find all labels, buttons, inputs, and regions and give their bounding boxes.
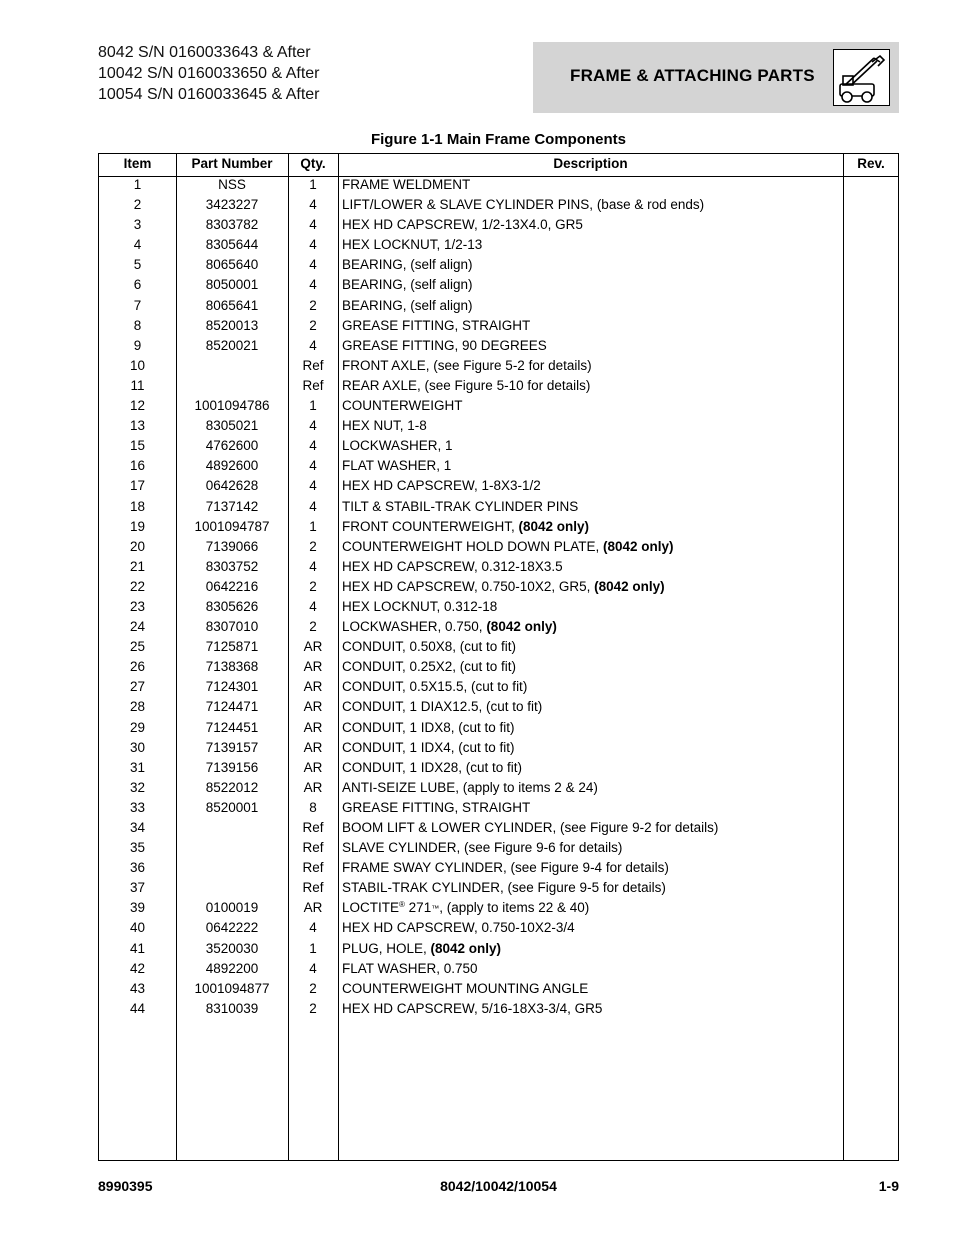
description-text: CONDUIT, 1 IDX8, (cut to fit) xyxy=(342,719,515,735)
quantity: AR xyxy=(303,639,323,655)
description xyxy=(338,298,847,313)
description-text: 271 xyxy=(404,900,432,916)
part-number: 8310039 xyxy=(205,1000,259,1016)
description-text: HEX LOCKNUT, 0.312-18 xyxy=(342,598,498,614)
description xyxy=(338,920,847,935)
description xyxy=(338,880,847,895)
quantity: 1 xyxy=(309,518,317,534)
description-text: COUNTERWEIGHT xyxy=(342,398,463,414)
part-number: 8520021 xyxy=(205,337,259,353)
item-number: 12 xyxy=(129,398,146,414)
description-text: HEX HD CAPSCREW, 0.312-18X3.5 xyxy=(342,558,563,574)
part-number: 8305644 xyxy=(205,237,259,253)
description xyxy=(338,981,847,996)
description xyxy=(338,840,847,855)
item-number: 34 xyxy=(129,820,146,835)
description-text: HEX HD CAPSCREW, 1/2-13X4.0, GR5 xyxy=(342,217,583,233)
table-row xyxy=(99,759,898,779)
description xyxy=(338,720,847,735)
table-row xyxy=(99,297,898,317)
description-text: FLAT WASHER, 1 xyxy=(342,458,452,474)
quantity: 4 xyxy=(309,598,317,614)
table-row xyxy=(99,879,898,899)
table-row xyxy=(99,357,898,377)
item-number: 3 xyxy=(133,217,142,233)
part-number: 1001094877 xyxy=(194,980,270,996)
serial-line-2: 10042 S/N 0160033650 & After xyxy=(98,65,320,82)
quantity: 1 xyxy=(309,177,317,192)
model-note: (8042 only) xyxy=(594,578,665,594)
description xyxy=(338,619,847,634)
description xyxy=(338,478,847,493)
description-text: HEX HD CAPSCREW, 0.750-10X2-3/4 xyxy=(342,920,575,936)
description xyxy=(338,539,847,554)
table-row xyxy=(99,819,898,839)
description xyxy=(338,941,847,956)
part-number: 1001094787 xyxy=(194,518,270,534)
quantity: AR xyxy=(303,739,323,755)
item-number: 29 xyxy=(129,719,146,735)
description-text: BEARING, (self align) xyxy=(342,277,473,293)
description-text: BOOM LIFT & LOWER CYLINDER, (see Figure 9-2 for details) xyxy=(342,820,719,835)
description xyxy=(338,277,847,292)
part-number: 7138368 xyxy=(205,659,259,675)
table-row xyxy=(99,578,898,598)
description xyxy=(338,961,847,976)
model-note: (8042 only) xyxy=(486,619,557,635)
description xyxy=(338,639,847,654)
part-number: 8305021 xyxy=(205,418,259,434)
table-row xyxy=(99,980,898,1000)
quantity: Ref xyxy=(302,377,324,393)
quantity: 2 xyxy=(309,297,317,313)
quantity: 4 xyxy=(309,237,317,253)
part-number: 1001094786 xyxy=(194,398,270,414)
description-text: GREASE FITTING, STRAIGHT xyxy=(342,799,531,815)
quantity: AR xyxy=(303,699,323,715)
header-rev: Rev. xyxy=(857,156,885,171)
description xyxy=(338,378,847,393)
description-text: HEX NUT, 1-8 xyxy=(342,418,427,434)
quantity: AR xyxy=(303,719,323,735)
table-row xyxy=(99,698,898,718)
quantity: Ref xyxy=(302,880,324,896)
section-title: FRAME & ATTACHING PARTS xyxy=(570,66,815,85)
item-number: 15 xyxy=(129,438,146,454)
description-text: CONDUIT, 0.5X15.5, (cut to fit) xyxy=(342,679,528,695)
part-number: 4762600 xyxy=(205,438,259,454)
item-number: 37 xyxy=(129,880,146,896)
item-number: 7 xyxy=(133,297,142,313)
description xyxy=(338,780,847,795)
description xyxy=(338,197,847,212)
quantity: 2 xyxy=(309,317,317,333)
table-row xyxy=(99,397,898,417)
part-number: 8303782 xyxy=(205,217,259,233)
item-number: 13 xyxy=(129,418,146,434)
description xyxy=(338,800,847,815)
description-text: LIFT/LOWER & SLAVE CYLINDER PINS, (base & rod ends) xyxy=(342,197,705,213)
item-number: 41 xyxy=(129,940,146,956)
part-number: 0642216 xyxy=(205,578,259,594)
table-row xyxy=(99,457,898,477)
item-number: 16 xyxy=(129,458,146,474)
description xyxy=(338,559,847,574)
item-number: 39 xyxy=(129,900,146,916)
quantity: 4 xyxy=(309,257,317,273)
model-note: (8042 only) xyxy=(518,518,590,534)
part-number: 7125871 xyxy=(205,639,259,655)
item-number: 11 xyxy=(130,377,145,393)
item-number: 36 xyxy=(129,860,146,876)
quantity: 2 xyxy=(309,1000,317,1016)
footer-doc-number: 8990395 xyxy=(98,1178,153,1194)
description xyxy=(338,398,847,413)
description-text: HEX HD CAPSCREW, 0.750-10X2, GR5, xyxy=(342,578,595,594)
item-number: 26 xyxy=(129,659,146,675)
item-number: 4 xyxy=(133,237,142,253)
trademark-mark: ™ xyxy=(431,904,440,914)
description xyxy=(338,579,847,594)
table-body xyxy=(99,176,898,1020)
registered-mark: ® xyxy=(399,900,405,910)
description xyxy=(338,338,847,353)
table-row xyxy=(99,437,898,457)
part-number: 7139157 xyxy=(205,739,259,755)
quantity: 4 xyxy=(309,418,317,434)
item-number: 5 xyxy=(133,257,142,273)
item-number: 18 xyxy=(129,498,146,514)
part-number: 8522012 xyxy=(205,779,259,795)
item-number: 6 xyxy=(133,277,142,293)
footer-model: 8042/10042/10054 xyxy=(440,1178,557,1194)
serial-line-1: 8042 S/N 0160033643 & After xyxy=(98,44,311,61)
header-description: Description xyxy=(553,156,628,171)
item-number: 21 xyxy=(129,558,146,574)
quantity: 4 xyxy=(309,438,317,454)
description-text: TILT & STABIL-TRAK CYLINDER PINS xyxy=(342,498,579,514)
item-number: 25 xyxy=(129,639,146,655)
table-row xyxy=(99,477,898,497)
table-row xyxy=(99,417,898,437)
table-row xyxy=(99,1000,898,1020)
quantity: 8 xyxy=(309,799,317,815)
telehandler-icon xyxy=(833,49,890,106)
part-number: 8303752 xyxy=(205,558,259,574)
quantity: 4 xyxy=(309,960,317,976)
part-number: 7124471 xyxy=(205,699,259,715)
description-text: FLAT WASHER, 0.750 xyxy=(342,960,478,976)
item-number: 1 xyxy=(133,177,142,192)
header-item: Item xyxy=(123,156,152,171)
header-part-number: Part Number xyxy=(191,156,273,171)
part-number: 8065641 xyxy=(205,297,259,313)
quantity: 2 xyxy=(309,619,317,635)
part-number: 0100019 xyxy=(205,900,259,916)
part-number: 3423227 xyxy=(205,197,259,213)
description-text: COUNTERWEIGHT HOLD DOWN PLATE, xyxy=(342,538,604,554)
description xyxy=(338,217,847,232)
item-number: 9 xyxy=(133,337,142,353)
description-text: COUNTERWEIGHT MOUNTING ANGLE xyxy=(342,980,589,996)
table-row xyxy=(99,276,898,296)
description-text: BEARING, (self align) xyxy=(342,257,473,273)
description xyxy=(338,659,847,674)
item-number: 27 xyxy=(129,679,146,695)
description xyxy=(338,458,847,473)
description-text: REAR AXLE, (see Figure 5-10 for details) xyxy=(342,377,591,393)
item-number: 31 xyxy=(129,759,146,775)
description-text: FRAME SWAY CYLINDER, (see Figure 9-4 for details) xyxy=(342,860,669,876)
quantity: 4 xyxy=(309,277,317,293)
part-number: 7124301 xyxy=(205,679,259,695)
serial-line-3: 10054 S/N 0160033645 & After xyxy=(98,86,320,103)
part-number: 8307010 xyxy=(205,619,259,635)
description xyxy=(338,499,847,514)
quantity: AR xyxy=(303,900,323,916)
description-text: FRONT COUNTERWEIGHT, xyxy=(342,518,519,534)
table-row xyxy=(99,236,898,256)
description-text: CONDUIT, 1 IDX28, (cut to fit) xyxy=(342,759,523,775)
description xyxy=(338,820,847,835)
footer-page-number: 1-9 xyxy=(878,1178,899,1194)
item-number: 32 xyxy=(129,779,146,795)
description-text: FRAME WELDMENT xyxy=(342,177,471,192)
item-number: 20 xyxy=(129,538,146,554)
description-text: BEARING, (self align) xyxy=(342,297,473,313)
figure-title: Figure 1-1 Main Frame Components xyxy=(370,131,627,148)
item-number: 8 xyxy=(133,317,142,333)
quantity: 4 xyxy=(309,197,317,213)
item-number: 10 xyxy=(129,357,146,373)
table-row xyxy=(99,538,898,558)
part-number: NSS xyxy=(218,177,246,192)
table-row xyxy=(99,678,898,698)
table-row xyxy=(99,337,898,357)
item-number: 28 xyxy=(129,699,146,715)
description xyxy=(338,699,847,714)
quantity: 4 xyxy=(309,478,317,494)
description-text: SLAVE CYLINDER, (see Figure 9-6 for details) xyxy=(342,840,623,856)
part-number: 8050001 xyxy=(205,277,259,293)
quantity: Ref xyxy=(302,820,324,835)
table-row xyxy=(99,919,898,939)
table-row xyxy=(99,618,898,638)
description-text: CONDUIT, 0.50X8, (cut to fit) xyxy=(342,639,517,655)
description xyxy=(338,860,847,875)
part-number: 7139156 xyxy=(205,759,259,775)
table-row xyxy=(99,940,898,960)
table-row xyxy=(99,598,898,618)
part-number: 8305626 xyxy=(205,598,259,614)
quantity: 2 xyxy=(309,538,317,554)
quantity: 2 xyxy=(309,980,317,996)
description-text: CONDUIT, 0.25X2, (cut to fit) xyxy=(342,659,517,675)
table-header-row xyxy=(99,154,898,177)
table-row xyxy=(99,216,898,236)
item-number: 23 xyxy=(129,598,146,614)
table-row xyxy=(99,859,898,879)
part-number: 7124451 xyxy=(205,719,259,735)
table-row xyxy=(99,638,898,658)
description-text: LOCKWASHER, 1 xyxy=(342,438,453,454)
quantity: 4 xyxy=(309,920,317,936)
table-row xyxy=(99,256,898,276)
description xyxy=(338,418,847,433)
item-number: 40 xyxy=(129,920,146,936)
description-text: GREASE FITTING, 90 DEGREES xyxy=(342,337,547,353)
item-number: 24 xyxy=(129,619,146,635)
description xyxy=(338,438,847,453)
table-row xyxy=(99,658,898,678)
table-row xyxy=(99,317,898,337)
table-row xyxy=(99,176,898,196)
description xyxy=(338,1001,847,1016)
part-number: 8520013 xyxy=(205,317,259,333)
description xyxy=(338,599,847,614)
description xyxy=(338,519,847,534)
quantity: AR xyxy=(303,759,323,775)
table-row xyxy=(99,960,898,980)
table-row xyxy=(99,498,898,518)
part-number: 7139066 xyxy=(205,538,259,554)
item-number: 33 xyxy=(129,799,146,815)
part-number: 0642222 xyxy=(205,920,259,936)
table-row xyxy=(99,839,898,859)
quantity: 4 xyxy=(309,337,317,353)
item-number: 22 xyxy=(129,578,146,594)
quantity: 4 xyxy=(309,498,317,514)
description-text: GREASE FITTING, STRAIGHT xyxy=(342,317,531,333)
section-header xyxy=(533,42,899,113)
model-note: (8042 only) xyxy=(430,940,502,956)
quantity: AR xyxy=(303,659,323,675)
part-number: 4892200 xyxy=(205,960,259,976)
quantity: 1 xyxy=(309,398,317,414)
quantity: 4 xyxy=(309,558,317,574)
description-text: STABIL-TRAK CYLINDER, (see Figure 9-5 for details) xyxy=(342,880,666,896)
table-row xyxy=(99,377,898,397)
quantity: 4 xyxy=(309,217,317,233)
description xyxy=(338,257,847,272)
table-row xyxy=(99,518,898,538)
part-number: 3520030 xyxy=(205,940,259,956)
table-row xyxy=(99,558,898,578)
quantity: 1 xyxy=(309,940,317,956)
quantity: AR xyxy=(303,679,323,695)
header-qty: Qty. xyxy=(300,156,326,171)
description xyxy=(338,760,847,775)
description-text: CONDUIT, 1 DIAX12.5, (cut to fit) xyxy=(342,699,543,715)
description-text: ANTI-SEIZE LUBE, (apply to items 2 & 24) xyxy=(342,779,598,795)
description-text: PLUG, HOLE, xyxy=(342,940,431,956)
quantity: AR xyxy=(303,779,323,795)
parts-table xyxy=(98,153,899,1161)
part-number: 0642628 xyxy=(205,478,259,494)
description-text: HEX HD CAPSCREW, 5/16-18X3-3/4, GR5 xyxy=(342,1000,603,1016)
table-row xyxy=(99,799,898,819)
item-number: 44 xyxy=(129,1000,146,1016)
table-row xyxy=(99,196,898,216)
description xyxy=(338,358,847,373)
description-text: FRONT AXLE, (see Figure 5-2 for details) xyxy=(342,357,592,373)
description-text: HEX HD CAPSCREW, 1-8X3-1/2 xyxy=(342,478,541,494)
description-text: LOCKWASHER, 0.750, xyxy=(342,619,487,635)
model-note: (8042 only) xyxy=(603,538,674,554)
part-number: 8520001 xyxy=(205,799,259,815)
description xyxy=(338,318,847,333)
description xyxy=(338,237,847,252)
item-number: 19 xyxy=(129,518,146,534)
part-number: 7137142 xyxy=(205,498,259,514)
description xyxy=(338,900,847,915)
item-number: 42 xyxy=(129,960,146,976)
description xyxy=(338,740,847,755)
item-number: 43 xyxy=(129,980,146,996)
table-row xyxy=(99,779,898,799)
quantity: 4 xyxy=(309,458,317,474)
description-text: LOCTITE xyxy=(342,900,400,916)
quantity: 2 xyxy=(309,578,317,594)
serial-number-block xyxy=(98,42,320,105)
quantity: Ref xyxy=(302,860,324,876)
description-text: CONDUIT, 1 IDX4, (cut to fit) xyxy=(342,739,515,755)
description-text: , (apply to items 22 & 40) xyxy=(439,900,590,916)
description xyxy=(338,177,847,192)
quantity: Ref xyxy=(302,840,324,856)
item-number: 30 xyxy=(129,739,146,755)
item-number: 17 xyxy=(129,478,146,494)
description xyxy=(338,679,847,694)
quantity: Ref xyxy=(302,357,324,373)
item-number: 35 xyxy=(129,840,146,856)
description-text: HEX LOCKNUT, 1/2-13 xyxy=(342,237,483,253)
item-number: 2 xyxy=(133,197,142,213)
table-row xyxy=(99,719,898,739)
table-row xyxy=(99,899,898,919)
part-number: 8065640 xyxy=(205,257,259,273)
part-number: 4892600 xyxy=(205,458,259,474)
table-row xyxy=(99,739,898,759)
